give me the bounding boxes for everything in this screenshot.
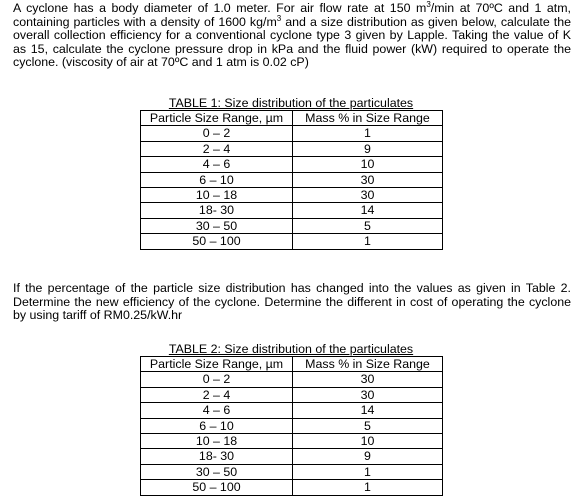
table-row [141,464,443,479]
size-range-cell: 18- 30 [141,203,293,218]
column-header-size-range: Particle Size Range, µm [141,111,293,126]
table-row [141,387,443,402]
table-row [141,449,443,464]
column-header-mass-percent: Mass % in Size Range [293,111,443,126]
size-range-cell: 2 – 4 [141,387,293,402]
mass-percent-cell: 10 [293,157,443,172]
size-range-cell: 6 – 10 [141,418,293,433]
table-row [141,434,443,449]
size-range-cell: 6 – 10 [141,172,293,187]
table2-body [141,372,443,495]
table-header-row [141,111,443,126]
table-row [141,126,443,141]
mass-percent-cell: 1 [293,126,443,141]
table1-caption: TABLE 1: Size distribution of the particulates [168,96,414,110]
problem-text-part-2: /min at 70ºC and 1 atm, containing particles with a density of 1600 kg/m [13,1,571,29]
table1-body [141,126,443,249]
size-range-cell: 0 – 2 [141,126,293,141]
mass-percent-cell: 1 [293,464,443,479]
mass-percent-cell: 1 [293,480,443,495]
size-range-cell: 2 – 4 [141,141,293,156]
size-range-cell: 10 – 18 [141,434,293,449]
table-row [141,218,443,233]
mass-percent-cell: 10 [293,434,443,449]
superscript-exponent: 3 [276,13,282,23]
mass-percent-cell: 5 [293,218,443,233]
size-range-cell: 30 – 50 [141,464,293,479]
table-row [141,157,443,172]
mass-percent-cell: 5 [293,418,443,433]
size-range-cell: 10 – 18 [141,188,293,203]
mass-percent-cell: 30 [293,387,443,402]
table-row [141,172,443,187]
problem-text-part-3: and a size distribution as given below, calculate the overall collection efficiency for a conventional cyclone type 3 given by Lapple. Taking the value of K as 15, calculate the cyclone pressure drop in kPa and the fluid power (kW) required to operate the cyclone. (viscosity of air at 70ºC and 1 atm is 0.02 cP) [13,14,571,70]
table-header-row [141,357,443,372]
table2 [140,356,443,496]
mass-percent-cell: 9 [293,449,443,464]
table2-block [140,342,442,496]
table-row [141,403,443,418]
follow-up-statement: If the percentage of the particle size distribution has changed into the values as given in Table 2. Determine the new efficiency of the cyclone. Determine the different in cost of operating the cyclone by using tariff of RM0.25/kW.hr [13,281,571,323]
table-row [141,480,443,495]
size-range-cell: 18- 30 [141,449,293,464]
mass-percent-cell: 14 [293,403,443,418]
size-range-cell: 50 – 100 [141,234,293,249]
table1-block [140,96,442,250]
superscript-exponent: 3 [426,0,431,9]
table-row [141,141,443,156]
problem-text-part-1: A cyclone has a body diameter of 1.0 meter. For air flow rate at 150 m [13,1,427,15]
size-range-cell: 30 – 50 [141,218,293,233]
table1 [140,110,443,250]
mass-percent-cell: 30 [293,172,443,187]
size-range-cell: 4 – 6 [141,403,293,418]
mass-percent-cell: 30 [293,188,443,203]
size-range-cell: 50 – 100 [141,480,293,495]
table-row [141,372,443,387]
table-row [141,188,443,203]
column-header-size-range: Particle Size Range, µm [141,357,293,372]
table-row [141,203,443,218]
column-header-mass-percent: Mass % in Size Range [293,357,443,372]
mass-percent-cell: 14 [293,203,443,218]
mass-percent-cell: 9 [293,141,443,156]
table2-caption: TABLE 2: Size distribution of the particulates [168,342,414,356]
size-range-cell: 4 – 6 [141,157,293,172]
problem-statement [13,2,571,70]
mass-percent-cell: 1 [293,234,443,249]
size-range-cell: 0 – 2 [141,372,293,387]
mass-percent-cell: 30 [293,372,443,387]
table-row [141,234,443,249]
table-row [141,418,443,433]
